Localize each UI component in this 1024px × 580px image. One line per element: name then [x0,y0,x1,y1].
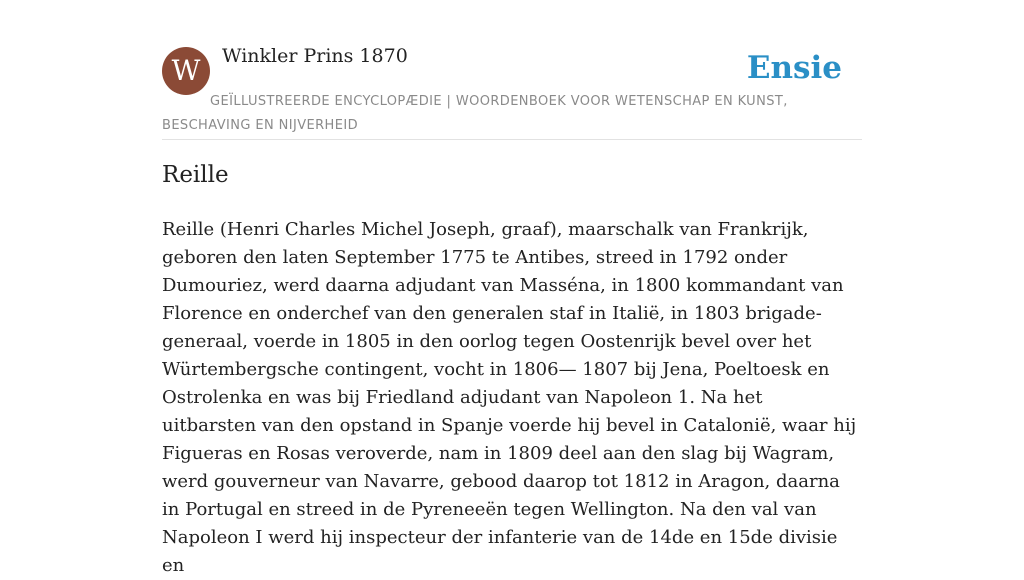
header-divider [162,139,862,140]
source-avatar[interactable]: W [162,47,210,95]
entry-title: Reille [162,162,229,188]
source-title-link[interactable]: Winkler Prins 1870 [222,45,408,67]
entry-body: Reille (Henri Charles Michel Joseph, graaf), maarschalk van Frankrijk, geboren den laten September 1775 te Antibes, streed in 1792 onder Dumouriez, werd daarna adjudant van Masséna, in 1800 kommandant van Florence en onderchef van den generalen staf in Italië, in 1803 brigade-generaal, voerde in 1805 in den oorlog tegen Oostenrijk bevel over het Würtembergsche contingent, vocht in 1806— 1807 bij Jena, Poeltoesk en Ostrolenka en was bij Friedland adjudant van Napoleon 1. Na het uitbarsten van den opstand in Spanje voerde hij bevel in Catalonië, waar hij Figueras en Rosas veroverde, nam in 1809 deel aan den slag bij Wagram, werd gouverneur van Navarre, gebood daarop tot 1812 in Aragon, daarna in Portugal en streed in de Pyreneeën tegen Wellington. Na den val van Napoleon I werd hij inspecteur der infanterie van de 14de en 15de divisie en [162,219,857,576]
source-subtitle: GEÏLLUSTREERDE ENCYCLOPÆDIE | WOORDENBOEK VOOR WETENSCHAP EN KUNST, BESCHAVING EN NIJVERHEID [162,94,788,133]
ensie-logo-link[interactable]: Ensie [746,50,842,86]
